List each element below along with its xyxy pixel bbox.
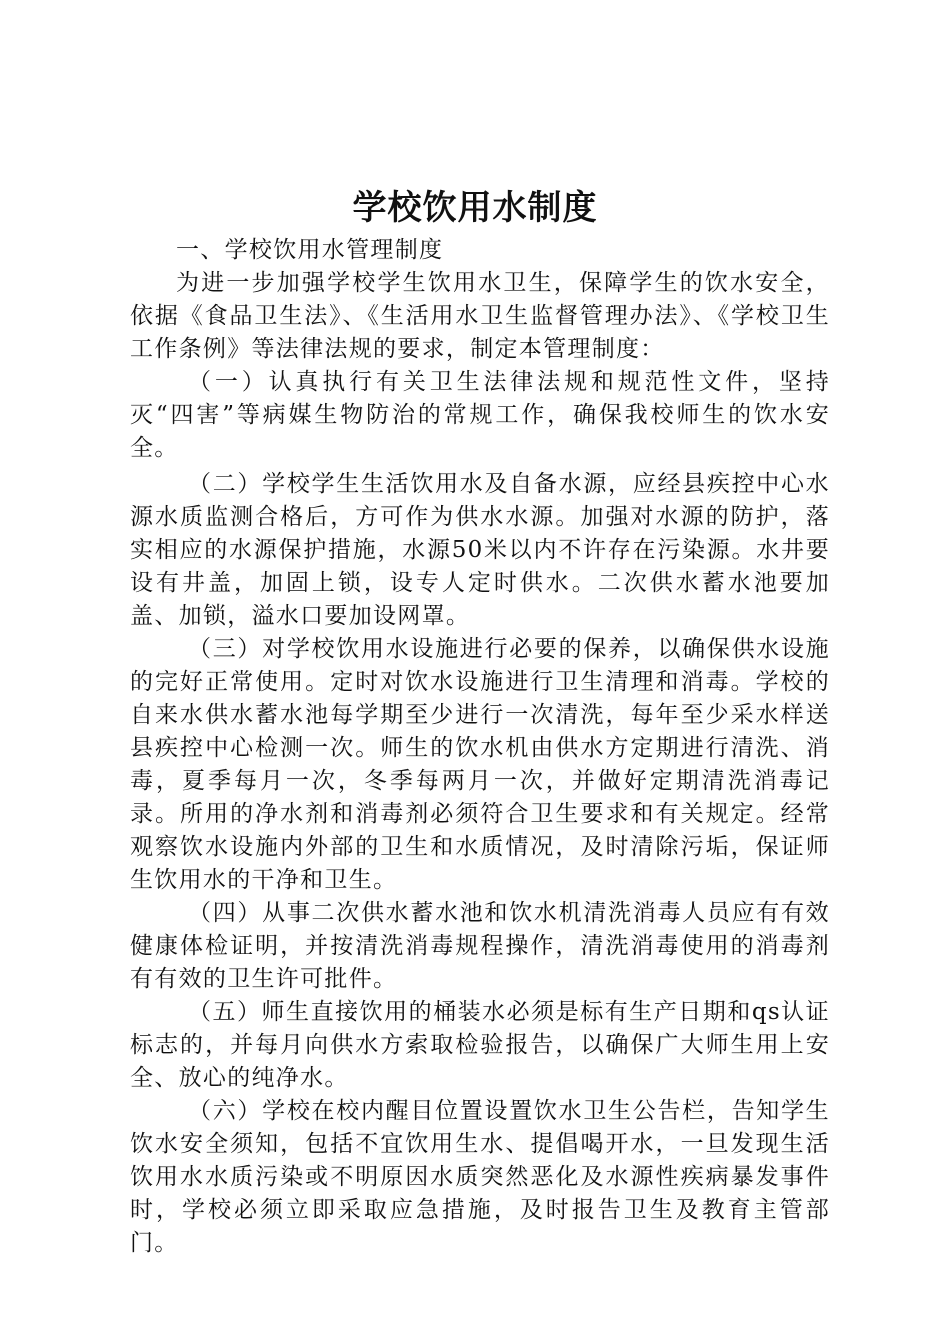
regulation-item-3: （三）对学校饮用水设施进行必要的保养，以确保供水设施的完好正常使用。定时对饮水设施进行卫生清理和消毒。学校的自来水供水蓄水池每学期至少进行一次清洗，每年至少采水样送县疾控中心检测一次。师生的饮水机由供水方定期进行清洗、消毒，夏季每月一次，冬季每两月一次，并做好定期清洗消毒记录。所用的净水剂和消毒剂必须符合卫生要求和有关规定。经常观察饮水设施内外部的卫生和水质情况，及时清除污垢，保证师生饮用水的干净和卫生。 — [130, 636, 830, 893]
regulation-item-2: （二）学校学生生活饮用水及自备水源，应经县疾控中心水源水质监测合格后，方可作为供水水源。加强对水源的防护，落实相应的水源保护措施，水源50米以内不许存在污染源。水井要设有井盖，加固上锁，设专人定时供水。二次供水蓄水池要加盖、加锁，溢水口要加设网罩。 — [130, 471, 830, 629]
document-title: 学校饮用水制度 — [352, 188, 598, 228]
regulation-item-4: （四）从事二次供水蓄水池和饮水机清洗消毒人员应有有效健康体检证明，并按清洗消毒规程操作，清洗消毒使用的消毒剂有有效的卫生许可批件。 — [130, 900, 830, 992]
regulation-item-6: （六）学校在校内醒目位置设置饮水卫生公告栏，告知学生饮水安全须知，包括不宜饮用生水、提倡喝开水，一旦发现生活饮用水水质污染或不明原因水质突然恶化及水源性疾病暴发事件时，学校必须立即采取应急措施，及时报告卫生及教育主管部门。 — [130, 1098, 830, 1256]
regulation-item-1: （一）认真执行有关卫生法律法规和规范性文件，坚持灭“四害”等病媒生物防治的常规工作，确保我校师生的饮水安全。 — [130, 369, 830, 461]
document-body — [130, 234, 830, 1260]
regulation-item-5: （五）师生直接饮用的桶装水必须是标有生产日期和qs认证标志的，并每月向供水方索取检验报告，以确保广大师生用上安全、放心的纯净水。 — [130, 999, 830, 1091]
intro-paragraph: 为进一步加强学校学生饮用水卫生，保障学生的饮水安全，依据《食品卫生法》、《生活用水卫生监督管理办法》、《学校卫生工作条例》等法律法规的要求，制定本管理制度： — [130, 270, 830, 362]
section-heading: 一、学校饮用水管理制度 — [176, 237, 444, 263]
